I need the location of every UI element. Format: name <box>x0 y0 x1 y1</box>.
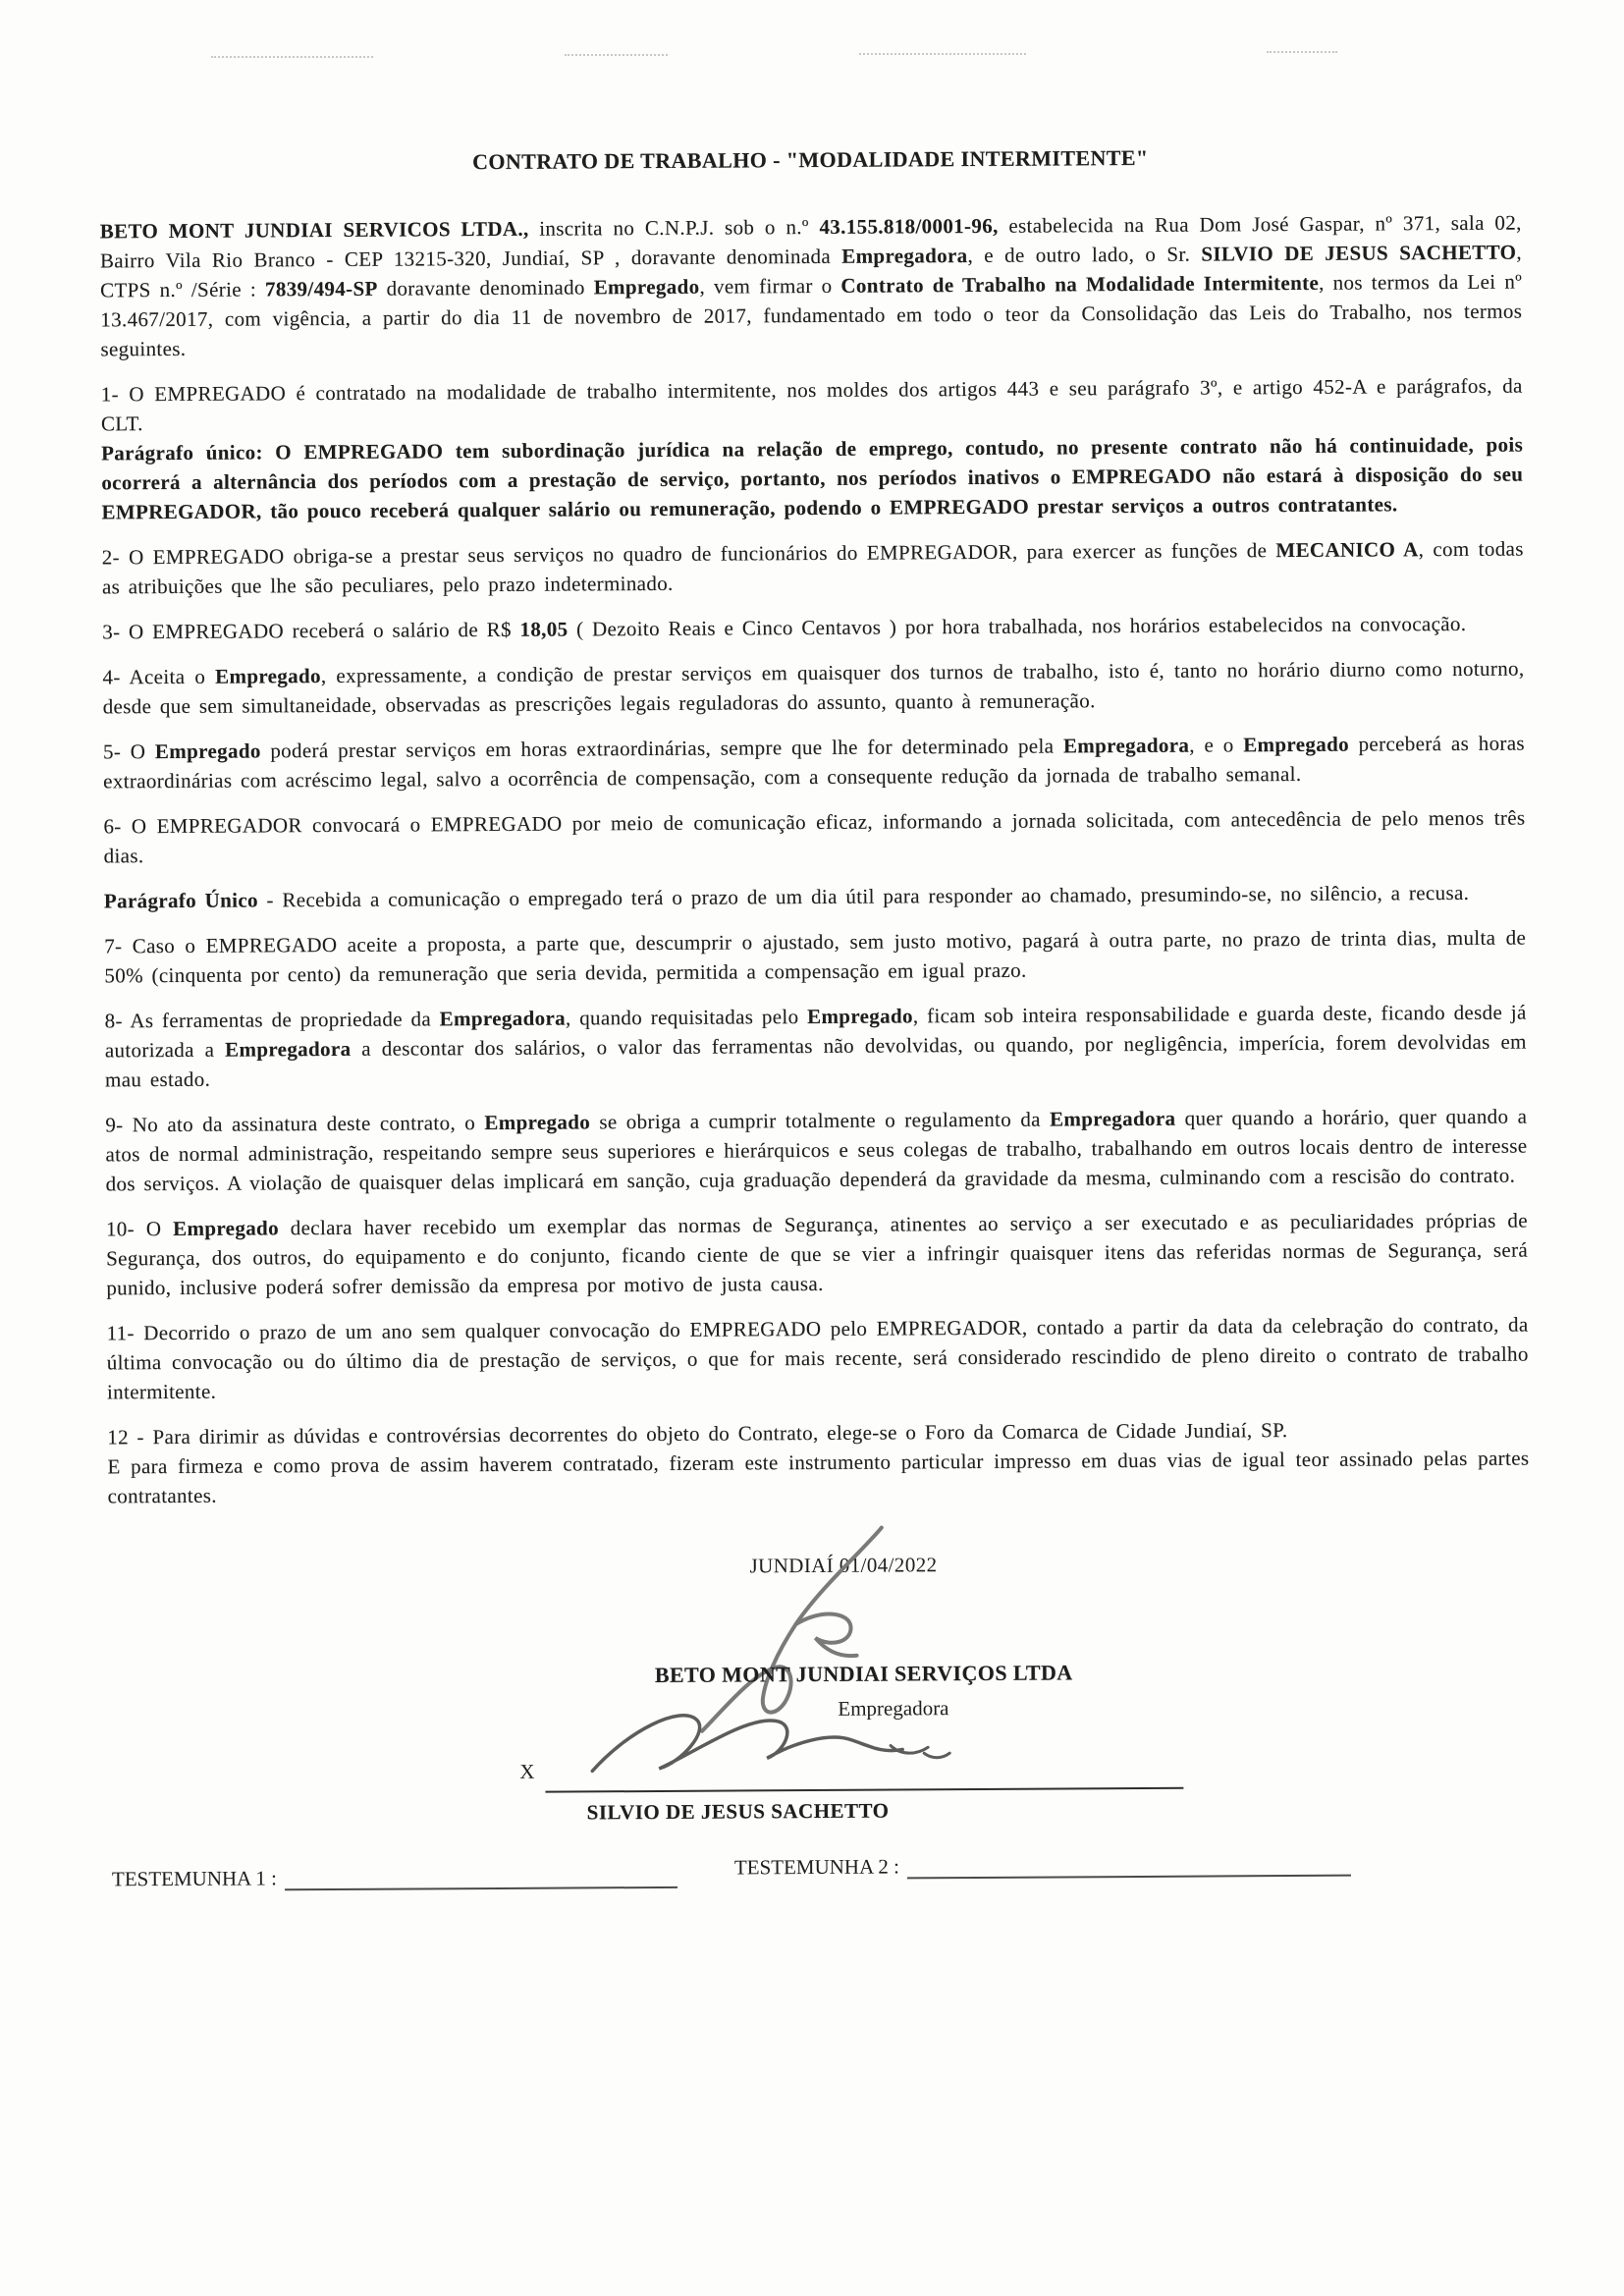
signature-x-label: X <box>519 1759 535 1783</box>
contract-body <box>100 208 1530 1511</box>
employee-signature-name: SILVIO DE JESUS SACHETTO <box>586 1798 890 1825</box>
witness-1-label: TESTEMUNHA 1 : <box>111 1866 278 1891</box>
contract-paragraph: 3- O EMPREGADO receberá o salário de R$ 18,05 ( Dezoito Reais e Cinco Centavos ) por hora trabalhada, nos horários estabelecidos na convocação. <box>102 611 1467 644</box>
contract-paragraph: BETO MONT JUNDIAI SERVICOS LTDA., inscrita no C.N.P.J. sob o n.º 43.155.818/0001-96, estabelecida na Rua Dom José Gaspar, nº 371, sala 02, Bairro Vila Rio Branco - CEP 13215-320, Jundiaí, SP , doravante denominada Empregadora, e de outro lado, o Sr. SILVIO DE JESUS SACHETTO, CTPS n.º /Série : 7839/494-SP doravante denominado Empregado, vem firmar o Contrato de Trabalho na Modalidade Intermitente, nos termos da Lei nº 13.467/2017, com vigência, a partir do dia 11 de novembro de 2017, fundamentado em todo o teor da Consolidação das Leis do Trabalho, nos termos seguintes. <box>99 210 1523 361</box>
contract-paragraph: 7- Caso o EMPREGADO aceite a proposta, a parte que, descumprir o ajustado, sem justo motivo, pagará à outra parte, no prazo de trinta dias, multa de 50% (cinquenta por cento) da remuneração que seria devida, permitida a compensação em igual prazo. <box>104 925 1527 988</box>
contract-paragraph: 11- Decorrido o prazo de um ano sem qualquer convocação do EMPREGADO pelo EMPREGADOR, contado a partir da data da celebração do contrato, da última convocação ou do último dia de prestação de serviços, o que for mais recente, será considerado rescindido de pleno direito o contrato de trabalho intermitente. <box>106 1312 1529 1404</box>
witness-1-field <box>112 1863 677 1892</box>
witness-2-field <box>734 1851 1351 1881</box>
contract-paragraph: E para firmeza e como prova de assim haverem contratado, fizeram este instrumento particular impresso em duas vias de igual teor assinado pelas partes contratantes. <box>107 1446 1530 1508</box>
contract-paragraph: 12 - Para dirimir as dúvidas e controvérsias decorrentes do objeto do Contrato, elege-se o Foro da Comarca de Cidade Jundiaí, SP. <box>107 1418 1288 1449</box>
witness-1-line <box>285 1863 677 1890</box>
contract-paragraph: Parágrafo Único - Recebida a comunicação o empregado terá o prazo de um dia útil para responder ao chamado, presumindo-se, no silêncio, a recusa. <box>103 880 1470 913</box>
witness-2-label: TESTEMUNHA 2 : <box>733 1854 899 1880</box>
contract-paragraph: 4- Aceita o Empregado, expressamente, a condição de prestar serviços em quaisquer dos turnos de trabalho, isto é, tanto no horário diurno como noturno, desde que sem simultaneidade, observadas as prescrições legais reguladoras do assunto, quanto à remuneração. <box>102 656 1525 719</box>
contract-paragraph: 6- O EMPREGADOR convocará o EMPREGADO por meio de comunicação eficaz, informando a jornada solicitada, com antecedência de pelo menos três dias. <box>103 805 1526 868</box>
contract-paragraph: 9- No ato da assinatura deste contrato, o Empregado se obriga a cumprir totalmente o regulamento da Empregadora quer quando a horário, quer quando a atos de normal administração, respeitando sempre seus superiores e hierárquicos e seus colegas de trabalho, trabalhando em outros locais dentro de interesse dos serviços. A violação de quaisquer delas implicará em sanção, cuja graduação dependerá da gravidade da mesma, culminando com a rescisão do contrato. <box>105 1104 1528 1196</box>
witness-2-line <box>907 1851 1351 1880</box>
contract-paragraph: 8- As ferramentas de propriedade da Empregadora, quando requisitadas pelo Empregado, ficam sob inteira responsabilidade e guarda deste, ficando desde já autorizada a Empregadora a descontar dos salários, o valor das ferramentas não devolvidas, ou quando, por negligência, imperícia, forem devolvidas em mau estado. <box>104 1000 1527 1092</box>
contract-paragraph: 1- O EMPREGADO é contratado na modalidade de trabalho intermitente, nos moldes dos artigos 443 e seu parágrafo 3º, e artigo 452-A e parágrafos, da CLT. <box>100 373 1523 436</box>
city-date-text: JUNDIAÍ 01/04/2022 <box>749 1553 938 1578</box>
contract-paragraph: 2- O EMPREGADO obriga-se a prestar seus serviços no quadro de funcionários do EMPREGADOR, para exercer as funções de MECANICO A, com todas as atribuições que lhe são peculiares, pelo prazo indeterminado. <box>101 536 1524 599</box>
employee-signature-line <box>545 1760 1183 1793</box>
document-title: CONTRATO DE TRABALHO - "MODALIDADE INTERMITENTE" <box>471 144 1149 175</box>
company-signature-role: Empregadora <box>838 1696 949 1721</box>
signature-section <box>108 1512 1533 1983</box>
contract-paragraph: 10- O Empregado declara haver recebido um exemplar das normas de Segurança, atinentes ao serviço a ser executado e as peculiaridades próprias de Segurança, dos outros, do equipamento e do conjunto, ficando ciente de que se vier a infringir quaisquer itens das referidas normas de Segurança, será punido, inclusive poderá sofrer demissão da empresa por motivo de justa causa. <box>105 1208 1529 1300</box>
company-signature-name: BETO MONT JUNDIAI SERVIÇOS LTDA <box>654 1660 1073 1687</box>
contract-paragraph: Parágrafo único: O EMPREGADO tem subordinação jurídica na relação de emprego, contudo, no presente contrato não há continuidade, pois ocorrerá a alternância dos períodos com a prestação de serviço, portanto, nos períodos inativos o EMPREGADO não estará à disposição do seu EMPREGADOR, tão pouco receberá qualquer salário ou remuneração, podendo o EMPREGADO prestar serviços a outros contratantes. <box>101 432 1524 524</box>
contract-paragraph: 5- O Empregado poderá prestar serviços em horas extraordinárias, sempre que lhe for determinado pela Empregadora, e o Empregado perceberá as horas extraordinárias com acréscimo legal, salvo a ocorrência de compensação, com a consequente redução da jornada de trabalho semanal. <box>102 731 1525 793</box>
